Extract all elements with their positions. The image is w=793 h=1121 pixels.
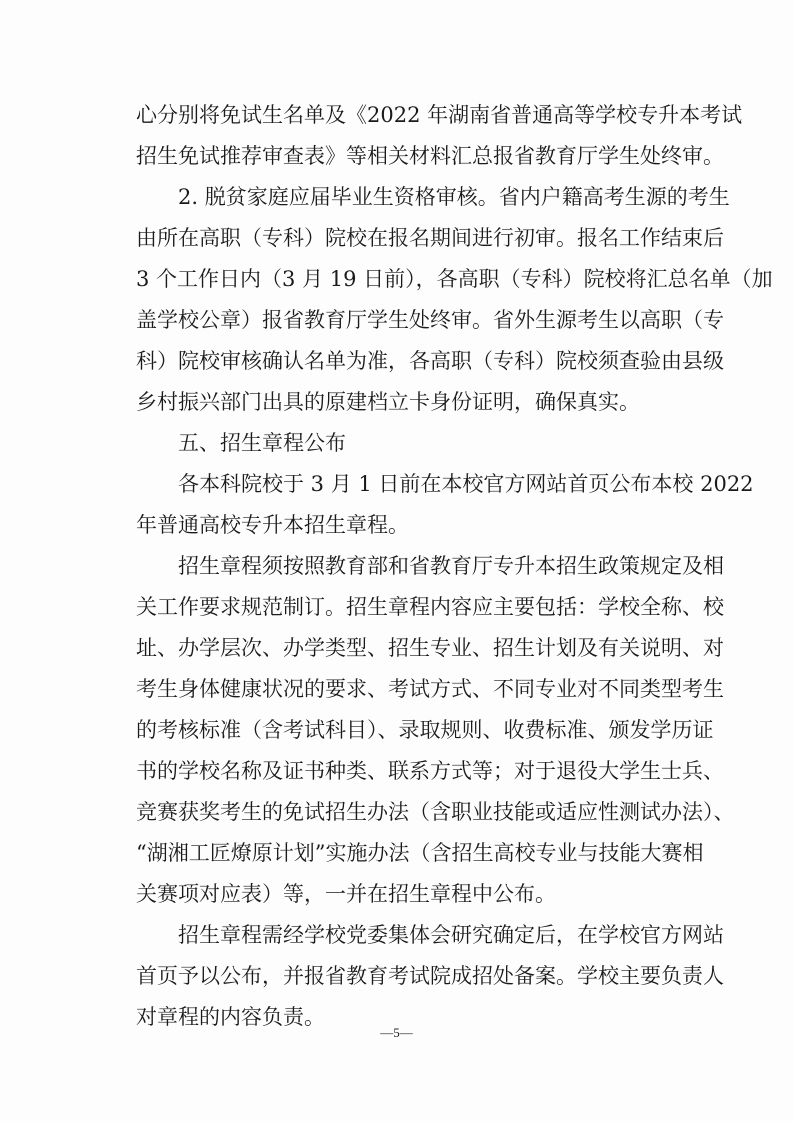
paragraph-line: 址、办学层次、办学类型、招生专业、招生计划及有关说明、对 — [136, 636, 724, 660]
paragraph-line: 招生章程须按照教育部和省教育厅专升本招生政策规定及相 — [178, 554, 724, 578]
paragraph-line: 盖学校公章）报省教育厅学生处终审。省外生源考生以高职（专 — [136, 308, 724, 332]
paragraph-line: 考生身体健康状况的要求、考试方式、不同专业对不同类型考生 — [136, 677, 724, 701]
paragraph-line: 年普通高校专升本招生章程。 — [136, 513, 409, 537]
paragraph-line: 关赛项对应表）等，一并在招生章程中公布。 — [136, 882, 556, 906]
paragraph-line: 书的学校名称及证书种类、联系方式等；对于退役大学生士兵、 — [136, 759, 724, 783]
paragraph-line: 首页予以公布，并报省教育考试院成招处备案。学校主要负责人 — [136, 964, 724, 988]
paragraph-line: 招生章程需经学校党委集体会研究确定后，在学校官方网站 — [178, 923, 724, 947]
section-heading: 五、招生章程公布 — [178, 431, 346, 455]
paragraph-line: “湖湘工匠燎原计划”实施办法（含招生高校专业与技能大赛相 — [136, 841, 704, 865]
page-number: —5— — [380, 1025, 413, 1040]
paragraph-line: 心分别将免试生名单及《2022 年湖南省普通高等学校专升本考试 — [136, 103, 743, 127]
paragraph-line: 对章程的内容负责。 — [136, 1005, 325, 1029]
paragraph-line: 竞赛获奖考生的免试招生办法（含职业技能或适应性测试办法）、 — [136, 800, 735, 824]
paragraph-line: 2. 脱贫家庭应届毕业生资格审核。省内户籍高考生源的考生 — [178, 185, 730, 209]
paragraph-line: 3 个工作日内（3 月 19 日前），各高职（专科）院校将汇总名单（加 — [136, 267, 773, 291]
paragraph-line: 关工作要求规范制订。招生章程内容应主要包括：学校全称、校 — [136, 595, 724, 619]
paragraph-line: 的考核标准（含考试科目）、录取规则、收费标准、颁发学历证 — [136, 718, 714, 742]
paragraph-line: 由所在高职（专科）院校在报名期间进行初审。报名工作结束后 — [136, 226, 724, 250]
paragraph-line: 各本科院校于 3 月 1 日前在本校官方网站首页公布本校 2022 — [178, 472, 754, 496]
paragraph-line: 招生免试推荐审查表》等相关材料汇总报省教育厅学生处终审。 — [136, 144, 724, 168]
paragraph-line: 乡村振兴部门出具的原建档立卡身份证明，确保真实。 — [136, 390, 640, 414]
paragraph-line: 科）院校审核确认名单为准，各高职（专科）院校须查验由县级 — [136, 349, 724, 373]
